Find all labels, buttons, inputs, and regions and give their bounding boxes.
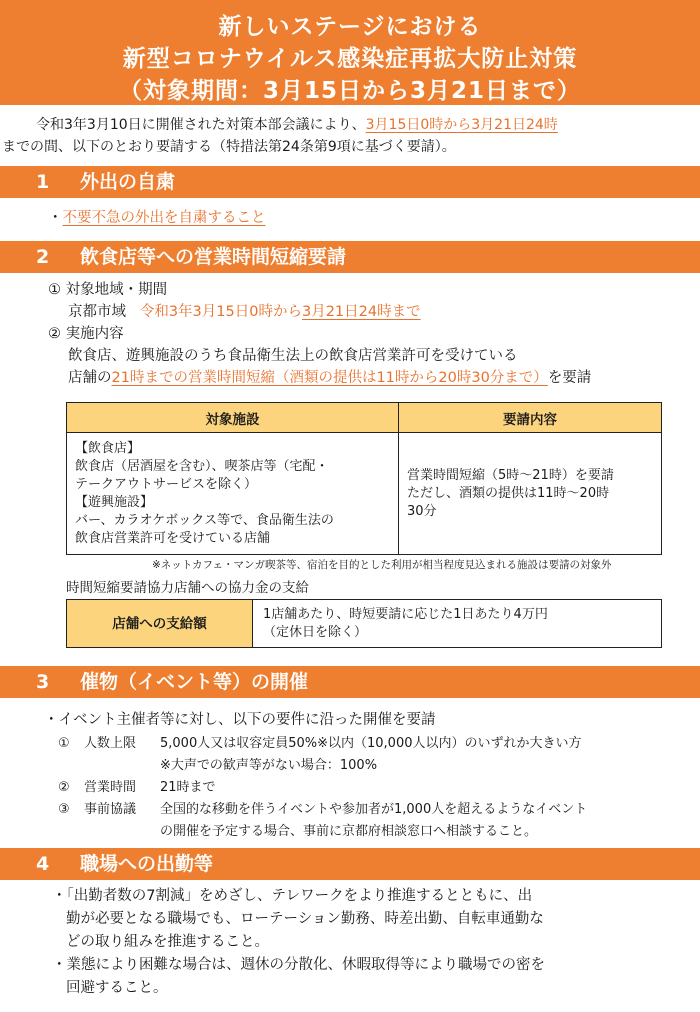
table-line: ただし、酒類の提供は11時～20時: [407, 485, 610, 501]
title-line-1: 新しいステージにおける: [218, 14, 482, 40]
title-line-3: （対象期間：3月15日から3月21日まで）: [118, 78, 582, 104]
item-label: 実施内容: [65, 326, 124, 342]
table-header-facility: 対象施設: [67, 403, 399, 433]
table-footnote: ※ネットカフェ・マンガ喫茶等、宿泊を目的とした利用が相当程度見込まれる施設は要請の対象外: [152, 559, 612, 571]
coop-value: [253, 600, 662, 648]
section-1-bullet: [48, 208, 266, 228]
section-3-header: [0, 666, 700, 698]
section-2-content-line-1: 飲食店、遊興施設のうち食品衛生法上の飲食店営業許可を受けている: [68, 348, 518, 364]
workplace-line-2: 勤が必要となる職場でも、ローテーション勤務、時差出勤、自転車通勤な: [66, 911, 544, 927]
section-4-title: 職場への出勤等: [80, 853, 214, 875]
coop-title: 時間短縮要請協力店舗への協力金の支給: [66, 580, 309, 596]
section-3-title: 催物（イベント等）の開催: [80, 671, 309, 693]
coop-table: [66, 599, 662, 648]
event-req-3-cont: の開催を予定する場合、事前に京都府相談窓口へ相談すること。: [160, 824, 538, 839]
workplace-line-4: ・業態により困難な場合は、週休の分散化、休暇取得等により職場での密を: [52, 957, 545, 973]
section-1-header: [0, 166, 700, 198]
event-req-1: [58, 734, 582, 754]
table-header-request: 要請内容: [399, 403, 662, 433]
item-mark: ①: [48, 282, 61, 298]
item-label: 事前協議: [84, 802, 137, 817]
section-2-item-2: [48, 324, 124, 344]
title-line-2: 新型コロナウイルス感染症再拡大防止対策: [122, 46, 578, 72]
table-cell-facilities: [67, 433, 399, 555]
section-2-item-1: [48, 280, 167, 300]
table-line: バー、カラオケボックス等で、食品衛生法の: [75, 512, 334, 528]
section-2-area-period: [68, 302, 421, 322]
intro-paragraph: [2, 114, 687, 158]
item-label: 対象地域・期間: [65, 282, 168, 298]
section-4-number: 4: [36, 853, 50, 875]
facility-table: [66, 402, 662, 555]
workplace-line-3: どの取り組みを推進すること。: [66, 934, 269, 950]
table-line: 飲食店営業許可を受けている店舗: [75, 530, 271, 546]
section-2-title: 飲食店等への営業時間短縮要請: [80, 246, 347, 268]
period-start: 令和3年3月15日0時から: [139, 304, 302, 320]
section-1-title: 外出の自粛: [80, 171, 176, 193]
bullet-mark: ・: [48, 210, 63, 226]
section-2-number: 2: [36, 246, 50, 268]
item-label: 人数上限: [84, 736, 137, 751]
section-2-header: [0, 241, 700, 273]
table-line: 飲食店（居酒屋を含む）、喫茶店等（宅配・: [75, 458, 329, 474]
section-2-content-line-2: [68, 368, 591, 388]
intro-text-b: までの間、以下のとおり要請する（特措法第24条第9項に基づく要請）。: [2, 139, 456, 155]
content-suffix: を要請: [547, 370, 592, 386]
section-1-bullet-text: 不要不急の外出を自粛すること: [62, 210, 266, 226]
coop-label: 店舗への支給額: [67, 600, 253, 648]
period-end: 3月21日24時まで: [301, 304, 421, 320]
item-text: 全国的な移動を伴うイベントや参加者が1,000人を超えるようなイベント: [160, 802, 588, 817]
item-mark: ②: [58, 780, 70, 795]
item-text: 21時まで: [160, 780, 216, 795]
section-3-number: 3: [36, 671, 50, 693]
section-3-lead: ・イベント主催者等に対し、以下の要件に沿った開催を要請: [44, 712, 436, 728]
table-line: 営業時間短縮（5時～21時）を要請: [407, 467, 614, 483]
area-label: 京都市域: [68, 304, 126, 320]
item-label: 営業時間: [84, 780, 137, 795]
title-banner: [0, 0, 700, 105]
table-line: 30分: [407, 503, 437, 519]
content-prefix: 店舗の: [68, 370, 112, 386]
event-req-2: [58, 778, 216, 798]
section-4-header: [0, 848, 700, 880]
item-text: 5,000人又は収容定員50%※以内（10,000人以内）のいずれか大きい方: [160, 736, 582, 751]
workplace-line-1: ・「出勤者数の7割減」をめざし、テレワークをより推進するとともに、出: [52, 888, 533, 904]
item-mark: ②: [48, 326, 61, 342]
table-line: 【遊興施設】: [75, 494, 154, 510]
table-line: テークアウトサービスを除く）: [75, 476, 258, 492]
coop-value-line-1: 1店舗あたり、時短要請に応じた1日あたり4万円: [263, 606, 548, 622]
event-req-3: [58, 800, 587, 820]
item-mark: ③: [58, 802, 70, 817]
content-highlight: 21時までの営業時間短縮（酒類の提供は11時から20時30分まで）: [111, 370, 548, 386]
section-1-number: 1: [36, 171, 50, 193]
event-req-1-note: ※大声での歓声等がない場合：100%: [160, 758, 378, 773]
intro-text-a: 令和3年3月10日に開催された対策本部会議により、: [36, 117, 366, 133]
intro-period: 3月15日0時から3月21日24時: [365, 117, 558, 133]
workplace-line-5: 回避すること。: [66, 980, 168, 996]
table-cell-request: [399, 433, 662, 555]
coop-value-line-2: （定休日を除く）: [263, 624, 368, 640]
item-mark: ①: [58, 736, 70, 751]
table-line: 【飲食店】: [75, 440, 141, 456]
